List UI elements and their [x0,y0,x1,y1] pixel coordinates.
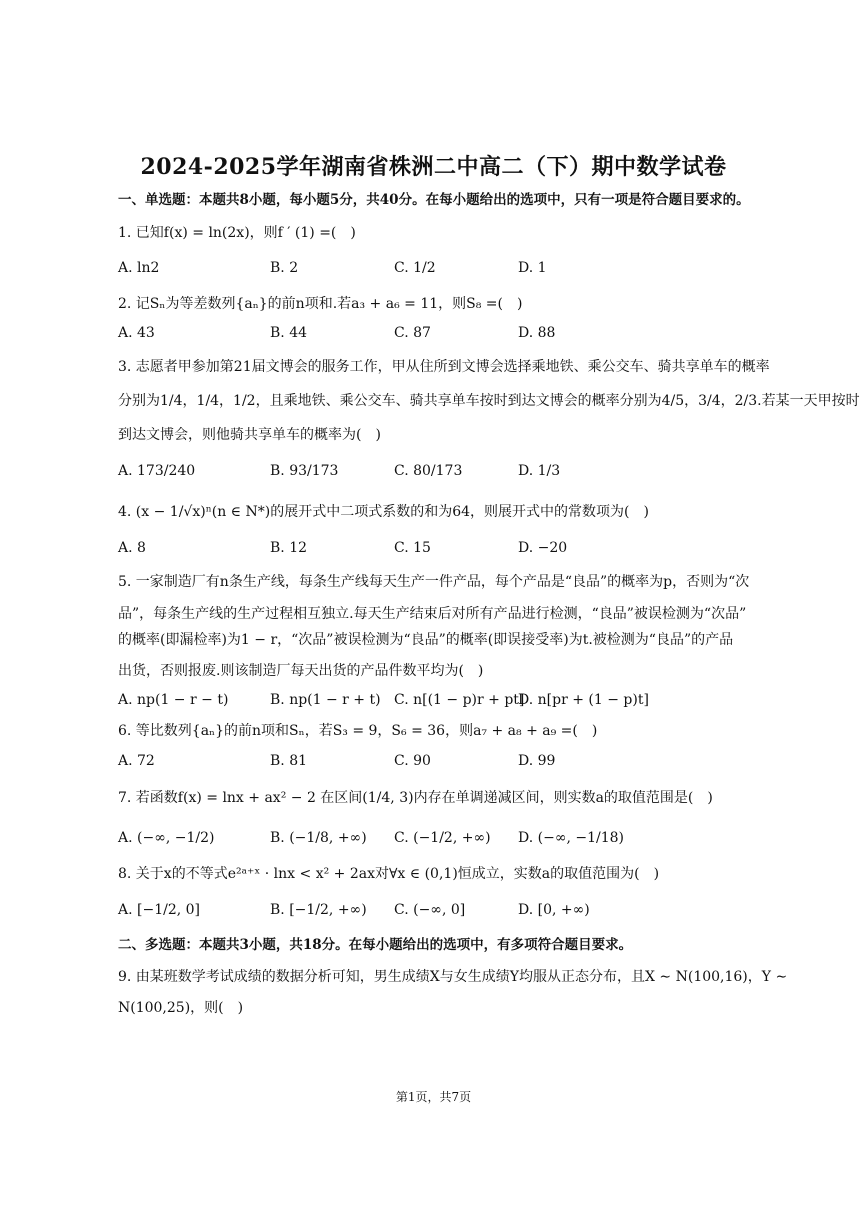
question-3-option-d: D. 1/3 [518,463,561,479]
question-5-option-c: C. n[(1 − p)r + pt] [394,692,525,708]
question-1-option-a: A. ln2 [118,260,160,276]
question-5-option-a: A. np(1 − r − t) [118,692,229,708]
page-footer: 第1页，共7页 [395,1090,472,1104]
question-6-option-d: D. 99 [518,753,556,769]
question-7-stem: 7. 若函数f(x) = lnx + ax² − 2 在区间(1/4, 3)内存在单调递减区间，则实数a的取值范围是( ) [118,790,713,806]
question-1-option-d: D. 1 [518,260,547,276]
question-8-option-d: D. [0, +∞) [518,902,590,918]
question-2-option-c: C. 87 [394,325,431,341]
question-7-option-b: B. (−1/8, +∞) [270,830,367,846]
question-2-option-a: A. 43 [118,325,155,341]
question-2-option-b: B. 44 [270,325,308,341]
question-5-stem-line-3: 的概率(即漏检率)为1 − r，“次品”被误检测为“良品”的概率(即误接受率)为t.被检测为“良品”的产品 [118,632,734,648]
question-2-stem: 2. 记Sₙ为等差数列{aₙ}的前n项和.若a₃ + a₆ = 11，则S₈ =( ) [118,296,523,312]
question-8-option-c: C. (−∞, 0] [394,902,466,918]
question-5-option-d: D. n[pr + (1 − p)t] [518,692,649,708]
question-3-option-c: C. 80/173 [394,463,463,479]
question-5-stem-line-4: 出货，否则报废.则该制造厂每天出货的产品件数平均为( ) [118,663,484,679]
question-1-option-b: B. 2 [270,260,299,276]
question-3-stem-line-1: 3. 志愿者甲参加第21届文博会的服务工作，甲从住所到文博会选择乘地铁、乘公交车、骑共享单车的概率 [118,359,770,375]
question-4-option-a: A. 8 [118,540,146,556]
question-9-stem-line-1: 9. 由某班数学考试成绩的数据分析可知，男生成绩X与女生成绩Y均服从正态分布，且X ∼ N(100,16)，Y ∼ [118,969,788,985]
question-6-option-a: A. 72 [118,753,155,769]
question-3-option-a: A. 173/240 [118,463,196,479]
question-6-option-c: C. 90 [394,753,431,769]
question-6-stem: 6. 等比数列{aₙ}的前n项和Sₙ，若S₃ = 9，S₆ = 36，则a₇ + a₈ + a₉ =( ) [118,723,598,739]
question-5-option-b: B. np(1 − r + t) [270,692,381,708]
question-8-option-b: B. [−1/2, +∞) [270,902,367,918]
question-7-option-a: A. (−∞, −1/2) [118,830,215,846]
question-7-option-d: D. (−∞, −1/18) [518,830,625,846]
question-8-option-a: A. [−1/2, 0] [118,902,201,918]
question-2-option-d: D. 88 [518,325,556,341]
question-1-option-c: C. 1/2 [394,260,436,276]
question-4-stem: 4. (x − 1/√x)ⁿ(n ∈ N*)的展开式中二项式系数的和为64，则展开式中的常数项为( ) [118,504,649,520]
section-heading-multiple-choice: 二、多选题：本题共3小题，共18分。在每小题给出的选项中，有多项符合题目要求。 [118,937,633,953]
question-6-option-b: B. 81 [270,753,308,769]
question-3-stem-line-2: 分别为1/4，1/4，1/2，且乘地铁、乘公交车、骑共享单车按时到达文博会的概率分别为4/5，3/4，2/3.若某一天甲按时 [118,393,860,409]
question-3-stem-line-3: 到达文博会，则他骑共享单车的概率为( ) [118,427,381,443]
question-4-option-d: D. −20 [518,540,568,556]
question-5-stem-line-2: 品”，每条生产线的生产过程相互独立.每天生产结束后对所有产品进行检测，“良品”被误检测为“次品” [118,606,747,622]
question-3-option-b: B. 93/173 [270,463,339,479]
question-5-stem-line-1: 5. 一家制造厂有n条生产线，每条生产线每天生产一件产品，每个产品是“良品”的概率为p，否则为“次 [118,574,750,590]
question-4-option-b: B. 12 [270,540,308,556]
question-1-stem: 1. 已知f(x) = ln(2x)，则f ′ (1) =( ) [118,225,356,241]
section-heading-single-choice: 一、单选题：本题共8小题，每小题5分，共40分。在每小题给出的选项中，只有一项是符合题目要求的。 [118,192,750,208]
question-8-stem: 8. 关于x的不等式e²ᵃ⁺ˣ · lnx < x² + 2ax对∀x ∈ (0,1)恒成立，实数a的取值范围为( ) [118,866,660,882]
question-4-option-c: C. 15 [394,540,431,556]
page-title: 2024-2025学年湖南省株洲二中高二（下）期中数学试卷 [140,154,727,180]
question-7-option-c: C. (−1/2, +∞) [394,830,491,846]
question-9-stem-line-2: N(100,25)，则( ) [118,1000,244,1016]
